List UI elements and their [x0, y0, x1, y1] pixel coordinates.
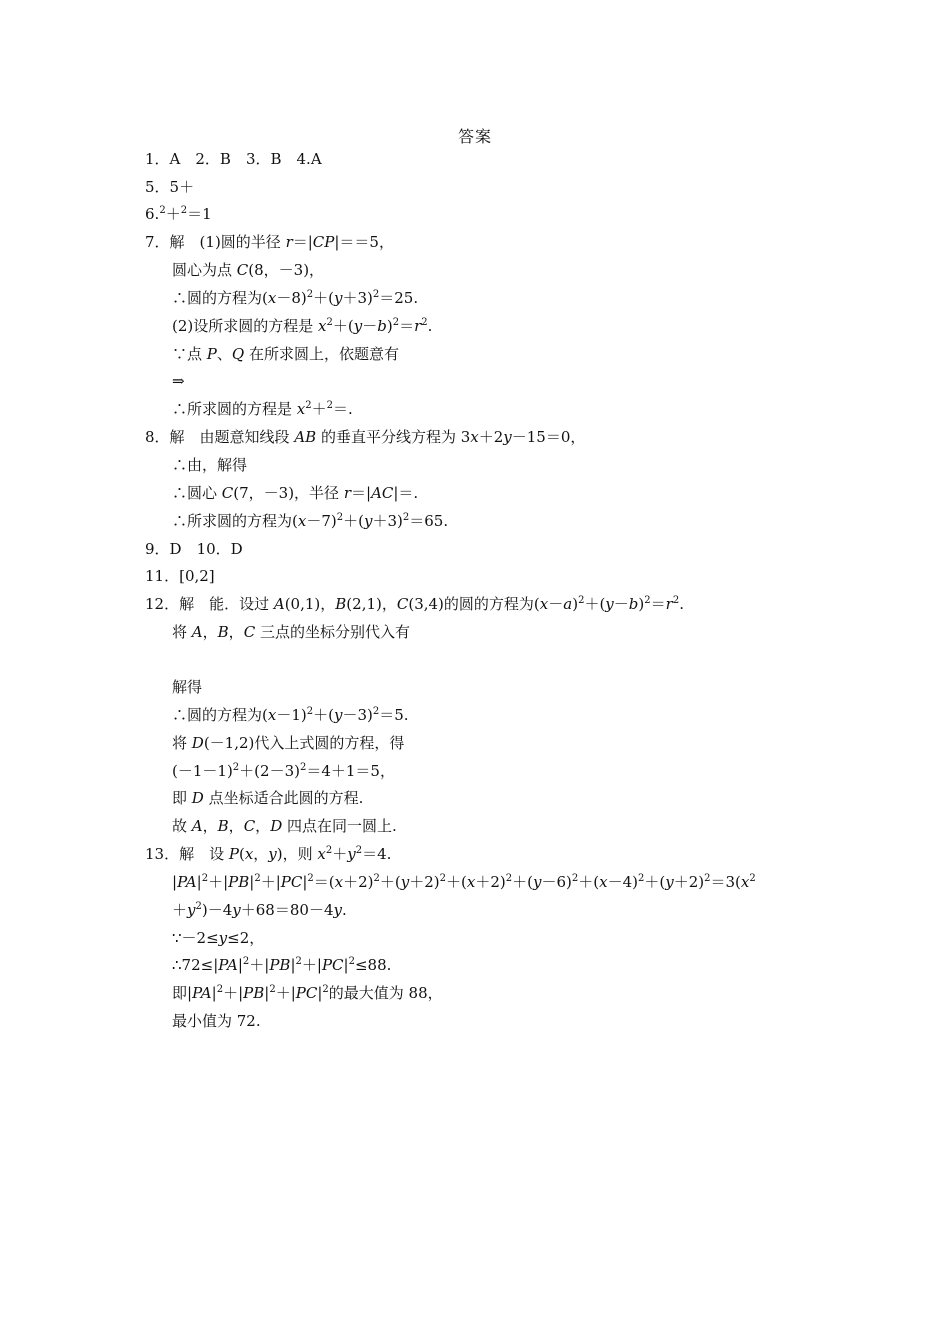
answer-line: ∴圆的方程为$(x-8)^2+(y+3)^2=25$.: [172, 289, 419, 307]
answer-line: 11．[0,2]: [145, 567, 215, 585]
answer-line: ∴圆的方程为$(x-1)^2+(y-3)^2=5$.: [172, 706, 409, 724]
answer-line: 13．解 设 P(x，y)，则 $x^2+y^2=4$.: [145, 845, 392, 863]
answer-line: 1．A 2．B 3．B 4.A: [145, 150, 322, 168]
answer-line: ∴所求圆的方程是 $x^2+^2=$.: [172, 400, 353, 418]
answer-line: ∴所求圆的方程为$(x-7)^2+(y+3)^2=65$.: [172, 512, 449, 530]
answer-line: 9．D 10．D: [145, 540, 243, 558]
answer-line: $+y^2)-4y+68=80-4y$.: [172, 901, 347, 919]
answer-line: (2)设所求圆的方程是 $x^2+(y-b)^2=r^2$.: [172, 317, 433, 335]
answer-line: ⇒: [172, 372, 185, 390]
answer-line: 解得: [172, 678, 203, 696]
answer-line: $|PA|^2+|PB|^2+|PC|^2=(x+2)^2+(y+2)^2+(x+2)^2+(y-6)^2+(x-4)^2+(y+2)^2=3(x^2$: [172, 873, 756, 891]
answer-line: 即 D 点坐标适合此圆的方程.: [172, 789, 364, 807]
answer-line: 12．解 能．设过 A(0,1)，B(2,1)，C(3,4)的圆的方程为$(x-a)^2+(y-b)^2=r^2$.: [145, 595, 684, 613]
answer-line: 最小值为 72.: [172, 1012, 261, 1030]
answer-line: 8．解 由题意知线段 AB 的垂直平分线方程为 3x＋2y－15＝0，: [145, 428, 586, 446]
answer-line: 即$|PA|^2+|PB|^2+|PC|^2$的最大值为 88，: [172, 984, 443, 1002]
answer-line: $\therefore 72\le|PA|^2+|PB|^2+|PC|^2\le 88$.: [172, 956, 392, 974]
answer-line: ∴圆心 C(7，－3)，半径 r＝|AC|＝.: [172, 484, 419, 502]
answer-line: ∵－2≤y≤2，: [172, 929, 265, 947]
answer-line: 6.$^2$＋$^2$＝1: [145, 205, 212, 223]
answer-line: 5．5＋: [145, 178, 195, 196]
answer-line: 7．解 (1)圆的半径 r＝|CP|＝＝5，: [145, 233, 394, 251]
answer-line: 圆心为点 C(8，－3)，: [172, 261, 325, 279]
answer-line: ∵点 P、Q 在所求圆上，依题意有: [172, 345, 399, 363]
answer-line: $(-1-1)^2+(2-3)^2=4+1=5$，: [172, 762, 395, 780]
page-title: 答案: [457, 127, 492, 146]
answer-line: 故 A，B，C，D 四点在同一圆上.: [172, 817, 397, 835]
answer-line: ∴由，解得: [172, 456, 248, 474]
answer-line: 将 D(－1,2)代入上式圆的方程，得: [172, 734, 405, 752]
answer-line: 将 A，B，C 三点的坐标分别代入有: [172, 623, 410, 641]
